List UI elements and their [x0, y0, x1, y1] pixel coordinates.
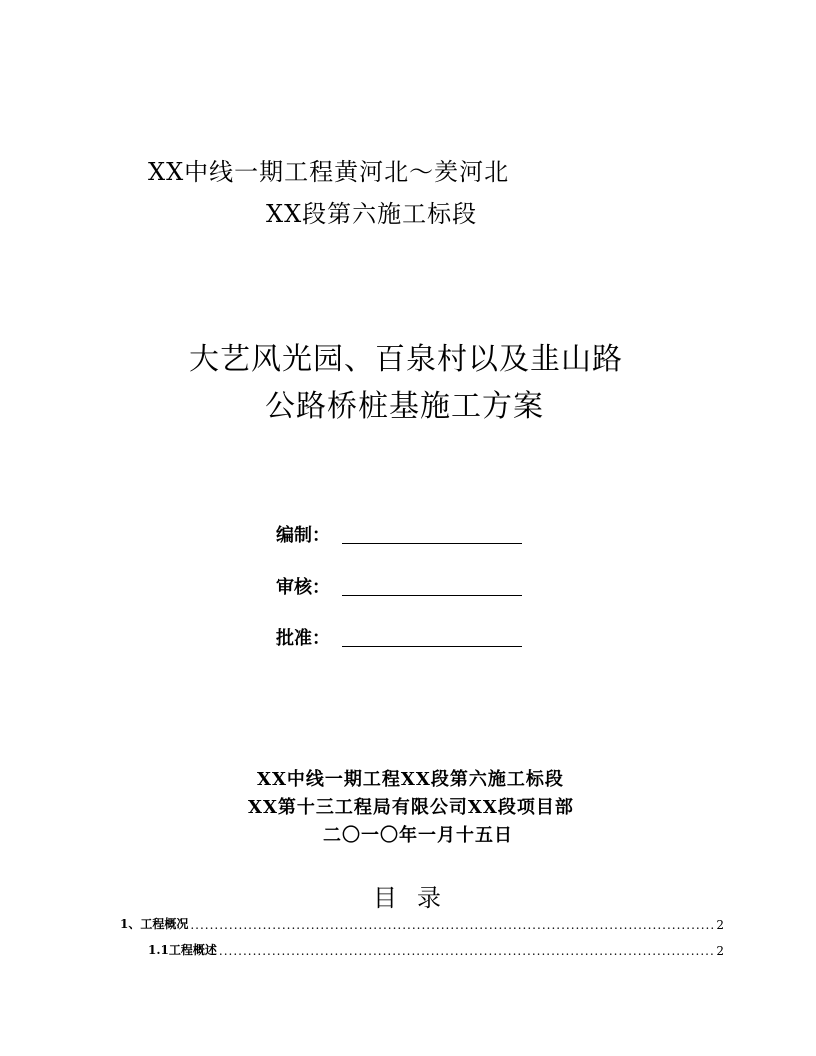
toc-entry[interactable]	[148, 940, 724, 958]
toc-dot-leader	[190, 918, 714, 932]
toc-entry-text: 1、工程概况	[120, 917, 189, 931]
toc-entry-page: 2	[716, 918, 724, 932]
toc-dot-leader	[219, 944, 714, 958]
toc-heading: 目录	[373, 884, 461, 912]
document-title-line-2: 公路桥桩基施工方案	[265, 389, 544, 424]
signature-label-compiled-by: 编制：	[276, 525, 330, 546]
organization-line-1: XX中线一期工程XX段第六施工标段	[257, 769, 564, 790]
signature-row-reviewed-by	[276, 571, 526, 601]
signature-line-compiled-by	[342, 543, 522, 544]
toc-entry-text: 1.1工程概述	[148, 943, 217, 957]
project-name-line-1: XX中线一期工程黄河北～羑河北	[148, 158, 510, 186]
signature-row-compiled-by	[276, 519, 526, 549]
organization-line-2: XX第十三工程局有限公司XX段项目部	[248, 797, 574, 818]
signature-line-reviewed-by	[342, 595, 522, 596]
signature-label-reviewed-by: 审核：	[276, 577, 330, 598]
toc-entry-page: 2	[716, 944, 724, 958]
issue-date: 二〇一〇年一月十五日	[323, 825, 513, 846]
signature-line-approved-by	[342, 646, 522, 647]
signature-label-approved-by: 批准：	[276, 628, 330, 649]
signature-row-approved-by	[276, 622, 526, 652]
project-name-line-2: XX段第六施工标段	[266, 200, 478, 228]
toc-entry[interactable]	[120, 914, 724, 932]
document-title-line-1: 大艺风光园、百泉村以及韭山路	[189, 342, 623, 377]
